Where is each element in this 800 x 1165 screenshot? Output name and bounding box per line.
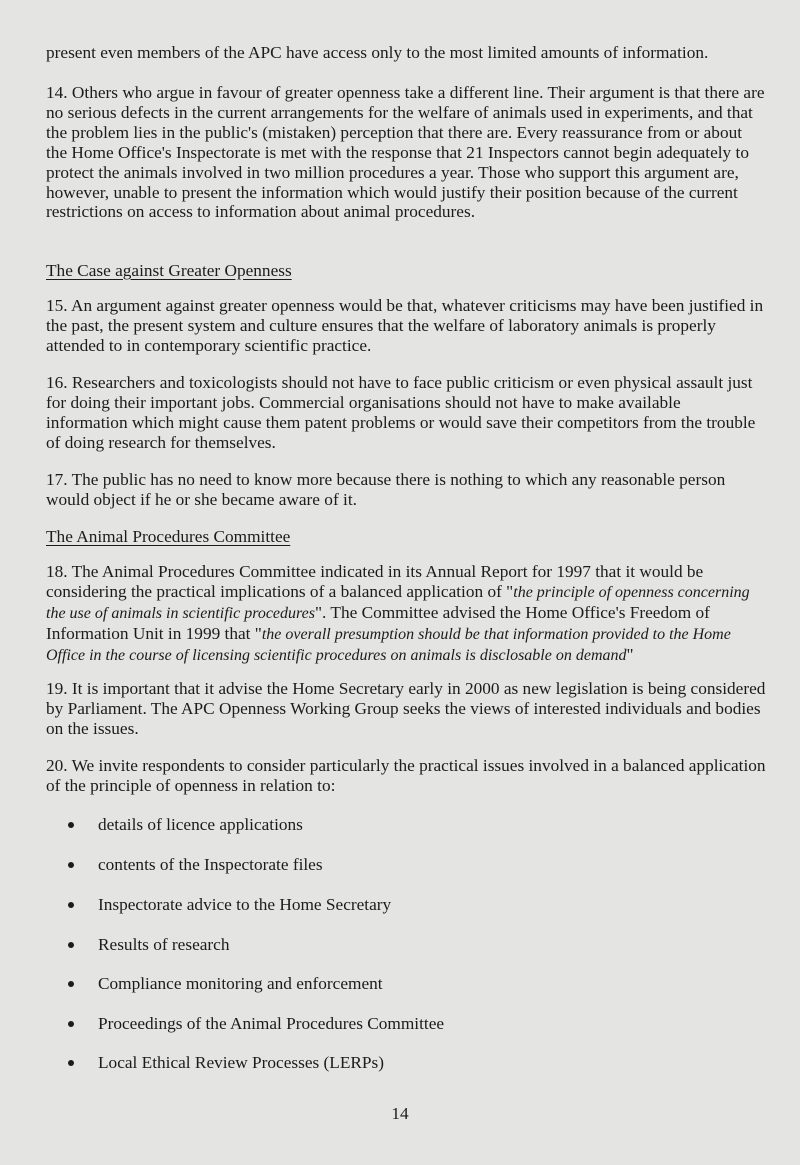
list-item-text: contents of the Inspectorate files <box>98 855 323 874</box>
list-item-text: Proceedings of the Animal Procedures Committee <box>98 1014 445 1033</box>
bullet-icon <box>68 942 74 948</box>
paragraph-14: 14. Others who argue in favour of greater openness take a different line. Their argument is that there are no serious defects in the current arrangements for the welfare of animals used in experiments, and that the problem lies in the public's (mistaken) perception that there are. Every reassurance from or about the Home Office's Inspectorate is met with the response that 21 Inspectors cannot begin adequately to protect the animals involved in two million procedures a year. Those who support this argument are, however, unable to present the information which would justify their position because of the current restrictions on access to information about animal procedures. <box>46 83 765 222</box>
list-item <box>68 895 391 915</box>
paragraph-16: 16. Researchers and toxicologists should not have to face public criticism or even physical assault just for doing their important jobs. Commercial organisations should not have to make available information which might cause them patent problems or would save their competitors from the trouble of doing research for themselves. <box>46 373 756 452</box>
list-item <box>68 815 303 835</box>
paragraph-18 <box>46 562 766 666</box>
bullet-icon <box>68 981 74 987</box>
paragraph-18-text-2: ". The Committee advised the Home Office's Freedom of Information Unit in 1999 that " <box>46 602 710 643</box>
paragraph-20: 20. We invite respondents to consider particularly the practical issues involved in a balanced application of the principle of openness in relation to: <box>46 756 766 795</box>
list-item-text: Inspectorate advice to the Home Secretary <box>98 895 392 914</box>
bullet-icon <box>68 902 74 908</box>
bullet-icon <box>68 1021 74 1027</box>
list-item-text: Results of research <box>98 935 230 954</box>
list-item <box>68 1053 384 1073</box>
paragraph-18-text-1: 18. The Animal Procedures Committee indicated in its Annual Report for 1997 that it would be considering the practical implications of a balanced application of " <box>46 562 704 601</box>
bullet-icon <box>68 822 74 828</box>
paragraph-18-text-3: " <box>626 644 634 664</box>
paragraph-18-quote-1: the principle of openness concerning the use of animals in scientific procedures <box>46 583 750 622</box>
paragraph-15: 15. An argument against greater openness would be that, whatever criticisms may have been justified in the past, the present system and culture ensures that the welfare of laboratory animals is properly attended to in contemporary scientific practice. <box>46 296 764 355</box>
page-number: 14 <box>391 1104 409 1123</box>
heading-case-against-openness: The Case against Greater Openness <box>46 261 292 280</box>
list-item <box>68 935 229 955</box>
list-item-text: Compliance monitoring and enforcement <box>98 974 383 993</box>
bullet-icon <box>68 862 74 868</box>
list-item <box>68 855 323 875</box>
heading-animal-procedures-committee: The Animal Procedures Committee <box>46 527 291 546</box>
paragraph-19: 19. It is important that it advise the Home Secretary early in 2000 as new legislation is being considered by Parliament. The APC Openness Working Group seeks the views of interested individuals and bodies on the issues. <box>46 679 766 738</box>
paragraph-17: 17. The public has no need to know more because there is nothing to which any reasonable person would object if he or she became aware of it. <box>46 470 726 509</box>
list-item <box>68 974 383 994</box>
list-item <box>68 1014 444 1034</box>
list-item-text: details of licence applications <box>98 815 303 834</box>
continuation-line: present even members of the APC have access only to the most limited amounts of information. <box>46 43 709 62</box>
bullet-icon <box>68 1060 74 1066</box>
paragraph-18-quote-2: the overall presumption should be that information provided to the Home Office in the course of licensing scientific procedures on animals is disclosable on demand <box>46 625 731 664</box>
list-item-text: Local Ethical Review Processes (LERPs) <box>98 1053 385 1072</box>
